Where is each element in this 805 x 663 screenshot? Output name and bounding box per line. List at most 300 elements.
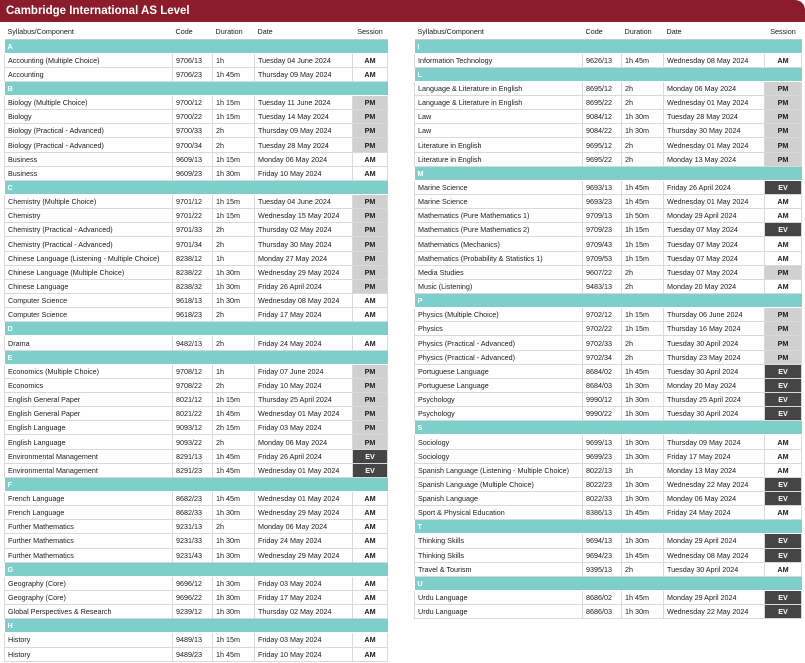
session-cell: EV [765, 407, 802, 421]
section-letter: U [415, 576, 802, 590]
duration-cell: 1h 45m [622, 590, 664, 604]
session-cell: EV [765, 534, 802, 548]
date-cell: Thursday 25 April 2024 [255, 393, 353, 407]
code-cell: 9231/33 [173, 534, 213, 548]
table-row [5, 110, 388, 124]
date-cell: Monday 29 April 2024 [664, 209, 765, 223]
duration-cell: 1h 30m [213, 548, 255, 562]
table-row [415, 81, 802, 95]
code-cell: 8695/12 [583, 81, 622, 95]
duration-cell: 1h 30m [213, 506, 255, 520]
table-row [415, 548, 802, 562]
syllabus-cell: Literature in English [415, 138, 583, 152]
code-cell: 9708/12 [173, 364, 213, 378]
duration-cell: 1h 30m [213, 265, 255, 279]
session-cell: PM [353, 435, 388, 449]
code-cell: 9084/12 [583, 110, 622, 124]
syllabus-cell: Geography (Core) [5, 590, 173, 604]
syllabus-cell: Geography (Core) [5, 576, 173, 590]
session-cell: AM [353, 548, 388, 562]
date-cell: Wednesday 29 May 2024 [255, 506, 353, 520]
duration-cell: 1h 45m [213, 407, 255, 421]
table-row [5, 53, 388, 67]
duration-cell: 1h 45m [213, 463, 255, 477]
section-letter: F [5, 477, 388, 491]
session-cell: PM [765, 138, 802, 152]
session-cell: AM [765, 209, 802, 223]
date-cell: Tuesday 30 April 2024 [664, 336, 765, 350]
syllabus-cell: Chinese Language (Multiple Choice) [5, 265, 173, 279]
syllabus-cell: Sociology [415, 449, 583, 463]
code-cell: 9701/12 [173, 195, 213, 209]
table-row [415, 279, 802, 293]
code-cell: 9693/13 [583, 180, 622, 194]
code-cell: 8238/12 [173, 251, 213, 265]
table-row [5, 237, 388, 251]
syllabus-cell: Accounting [5, 67, 173, 81]
code-cell: 9093/12 [173, 421, 213, 435]
table-row [5, 279, 388, 293]
header-row [5, 24, 388, 39]
syllabus-cell: Mathematics (Probability & Statistics 1) [415, 251, 583, 265]
section-header [5, 81, 388, 95]
session-cell: PM [353, 209, 388, 223]
syllabus-cell: Chemistry (Practical - Advanced) [5, 223, 173, 237]
syllabus-cell: Mathematics (Pure Mathematics 2) [415, 223, 583, 237]
duration-cell: 1h 45m [622, 506, 664, 520]
date-cell: Thursday 23 May 2024 [664, 350, 765, 364]
duration-cell: 1h 30m [213, 590, 255, 604]
syllabus-cell: Thinking Skills [415, 534, 583, 548]
duration-cell: 2h [213, 124, 255, 138]
syllabus-cell: French Language [5, 506, 173, 520]
date-cell: Friday 10 May 2024 [255, 378, 353, 392]
duration-cell: 1h 30m [213, 534, 255, 548]
syllabus-cell: Business [5, 152, 173, 166]
syllabus-cell: English General Paper [5, 407, 173, 421]
session-cell: PM [353, 279, 388, 293]
header-syllabus: Syllabus/Component [415, 24, 583, 39]
session-cell: PM [765, 96, 802, 110]
syllabus-cell: Media Studies [415, 265, 583, 279]
section-header [415, 421, 802, 435]
section-header [5, 39, 388, 53]
table-row [415, 322, 802, 336]
duration-cell: 2h [213, 435, 255, 449]
session-cell: PM [765, 81, 802, 95]
session-cell: PM [353, 393, 388, 407]
duration-cell: 1h 30m [622, 605, 664, 619]
syllabus-cell: Sociology [415, 435, 583, 449]
section-letter: B [5, 81, 388, 95]
session-cell: EV [765, 477, 802, 491]
session-cell: PM [353, 96, 388, 110]
duration-cell: 1h 15m [213, 152, 255, 166]
date-cell: Monday 27 May 2024 [255, 251, 353, 265]
section-letter: C [5, 180, 388, 194]
syllabus-cell: Chinese Language (Listening - Multiple Choice) [5, 251, 173, 265]
session-cell: AM [765, 53, 802, 67]
date-cell: Monday 06 May 2024 [255, 152, 353, 166]
session-cell: PM [353, 378, 388, 392]
table-row [5, 294, 388, 308]
duration-cell: 1h 45m [213, 449, 255, 463]
session-cell: AM [353, 534, 388, 548]
code-cell: 9709/43 [583, 237, 622, 251]
table-row [415, 265, 802, 279]
date-cell: Tuesday 07 May 2024 [664, 237, 765, 251]
duration-cell: 2h 15m [213, 421, 255, 435]
session-cell: PM [353, 124, 388, 138]
code-cell: 9709/53 [583, 251, 622, 265]
duration-cell: 1h 45m [622, 548, 664, 562]
duration-cell: 1h 45m [213, 647, 255, 661]
code-cell: 9489/23 [173, 647, 213, 661]
table-row [5, 506, 388, 520]
section-header [5, 322, 388, 336]
table-row [5, 647, 388, 661]
date-cell: Tuesday 07 May 2024 [664, 265, 765, 279]
date-cell: Friday 17 May 2024 [664, 449, 765, 463]
code-cell: 9482/13 [173, 336, 213, 350]
session-cell: PM [353, 223, 388, 237]
session-cell: AM [353, 294, 388, 308]
section-header [5, 477, 388, 491]
table-row [5, 67, 388, 81]
code-cell: 9990/22 [583, 407, 622, 421]
section-letter: S [415, 421, 802, 435]
code-cell: 9696/22 [173, 590, 213, 604]
date-cell: Monday 06 May 2024 [664, 492, 765, 506]
syllabus-cell: English General Paper [5, 393, 173, 407]
session-cell: AM [353, 520, 388, 534]
table-row [415, 350, 802, 364]
table-row [5, 195, 388, 209]
syllabus-cell: Spanish Language [415, 492, 583, 506]
code-cell: 8238/22 [173, 265, 213, 279]
date-cell: Thursday 09 May 2024 [255, 67, 353, 81]
code-cell: 9702/22 [583, 322, 622, 336]
syllabus-cell: Spanish Language (Listening - Multiple Choice) [415, 463, 583, 477]
code-cell: 8684/03 [583, 378, 622, 392]
syllabus-cell: Further Mathematics [5, 534, 173, 548]
code-cell: 8291/23 [173, 463, 213, 477]
syllabus-cell: Portuguese Language [415, 378, 583, 392]
session-cell: PM [353, 407, 388, 421]
table-row [415, 534, 802, 548]
date-cell: Monday 20 May 2024 [664, 378, 765, 392]
syllabus-cell: Economics [5, 378, 173, 392]
duration-cell: 1h 30m [213, 605, 255, 619]
session-cell: AM [353, 605, 388, 619]
date-cell: Tuesday 30 April 2024 [664, 562, 765, 576]
table-row [5, 265, 388, 279]
date-cell: Tuesday 04 June 2024 [255, 195, 353, 209]
header-date: Date [664, 24, 765, 39]
table-row [415, 308, 802, 322]
date-cell: Monday 13 May 2024 [664, 152, 765, 166]
syllabus-cell: Sport & Physical Education [415, 506, 583, 520]
code-cell: 9489/13 [173, 633, 213, 647]
duration-cell: 1h 30m [622, 534, 664, 548]
syllabus-cell: Psychology [415, 393, 583, 407]
syllabus-cell: Psychology [415, 407, 583, 421]
session-cell: AM [353, 506, 388, 520]
code-cell: 9694/23 [583, 548, 622, 562]
code-cell: 8022/23 [583, 477, 622, 491]
syllabus-cell: Accounting (Multiple Choice) [5, 53, 173, 67]
duration-cell: 1h 30m [213, 279, 255, 293]
date-cell: Wednesday 01 May 2024 [255, 463, 353, 477]
page-title: Cambridge International AS Level [0, 0, 805, 22]
duration-cell: 1h 15m [213, 209, 255, 223]
session-cell: PM [353, 364, 388, 378]
code-cell: 9084/22 [583, 124, 622, 138]
table-row [415, 364, 802, 378]
date-cell: Friday 26 April 2024 [255, 279, 353, 293]
code-cell: 9702/34 [583, 350, 622, 364]
table-row [5, 407, 388, 421]
date-cell: Monday 06 May 2024 [664, 81, 765, 95]
session-cell: AM [765, 251, 802, 265]
duration-cell: 1h 30m [622, 110, 664, 124]
duration-cell: 1h [213, 251, 255, 265]
duration-cell: 1h 15m [622, 237, 664, 251]
session-cell: AM [765, 463, 802, 477]
table-row [415, 53, 802, 67]
syllabus-cell: Biology (Practical - Advanced) [5, 138, 173, 152]
date-cell: Friday 26 April 2024 [255, 449, 353, 463]
session-cell: EV [353, 449, 388, 463]
table-row [415, 180, 802, 194]
table-row [415, 590, 802, 604]
syllabus-cell: Environmental Management [5, 449, 173, 463]
session-cell: AM [765, 279, 802, 293]
table-row [415, 605, 802, 619]
syllabus-cell: Computer Science [5, 308, 173, 322]
session-cell: EV [765, 364, 802, 378]
section-letter: H [5, 619, 388, 633]
header-duration: Duration [213, 24, 255, 39]
date-cell: Tuesday 07 May 2024 [664, 251, 765, 265]
timetable-right [414, 24, 802, 619]
session-cell: EV [765, 223, 802, 237]
code-cell: 9696/12 [173, 576, 213, 590]
date-cell: Thursday 30 May 2024 [255, 237, 353, 251]
session-cell: AM [765, 449, 802, 463]
date-cell: Wednesday 01 May 2024 [664, 138, 765, 152]
date-cell: Friday 26 April 2024 [664, 180, 765, 194]
syllabus-cell: Marine Science [415, 180, 583, 194]
code-cell: 9395/13 [583, 562, 622, 576]
code-cell: 8684/02 [583, 364, 622, 378]
syllabus-cell: Chemistry (Practical - Advanced) [5, 237, 173, 251]
date-cell: Thursday 06 June 2024 [664, 308, 765, 322]
date-cell: Wednesday 08 May 2024 [255, 294, 353, 308]
code-cell: 8238/32 [173, 279, 213, 293]
syllabus-cell: Chemistry (Multiple Choice) [5, 195, 173, 209]
session-cell: AM [353, 492, 388, 506]
session-cell: PM [353, 110, 388, 124]
section-letter: I [415, 39, 802, 53]
code-cell: 9701/34 [173, 237, 213, 251]
syllabus-cell: Physics (Multiple Choice) [415, 308, 583, 322]
syllabus-cell: Law [415, 110, 583, 124]
table-row [5, 534, 388, 548]
duration-cell: 1h 45m [622, 195, 664, 209]
syllabus-cell: Drama [5, 336, 173, 350]
section-header [415, 67, 802, 81]
section-header [415, 294, 802, 308]
syllabus-cell: French Language [5, 492, 173, 506]
date-cell: Tuesday 30 April 2024 [664, 364, 765, 378]
session-cell: EV [765, 492, 802, 506]
date-cell: Friday 03 May 2024 [255, 576, 353, 590]
duration-cell: 1h 45m [213, 67, 255, 81]
syllabus-cell: Biology (Practical - Advanced) [5, 124, 173, 138]
duration-cell: 1h 50m [622, 209, 664, 223]
syllabus-cell: Travel & Tourism [415, 562, 583, 576]
session-cell: AM [353, 336, 388, 350]
duration-cell: 1h 15m [213, 393, 255, 407]
date-cell: Friday 17 May 2024 [255, 308, 353, 322]
section-header [415, 520, 802, 534]
code-cell: 9693/23 [583, 195, 622, 209]
session-cell: PM [765, 308, 802, 322]
syllabus-cell: Marine Science [415, 195, 583, 209]
code-cell: 9695/22 [583, 152, 622, 166]
session-cell: PM [353, 237, 388, 251]
date-cell: Friday 24 May 2024 [664, 506, 765, 520]
date-cell: Friday 10 May 2024 [255, 166, 353, 180]
date-cell: Friday 24 May 2024 [255, 534, 353, 548]
date-cell: Friday 03 May 2024 [255, 633, 353, 647]
date-cell: Tuesday 04 June 2024 [255, 53, 353, 67]
session-cell: PM [353, 138, 388, 152]
date-cell: Thursday 02 May 2024 [255, 605, 353, 619]
duration-cell: 1h 30m [622, 492, 664, 506]
code-cell: 8022/33 [583, 492, 622, 506]
table-row [5, 605, 388, 619]
section-header [5, 180, 388, 194]
table-row [5, 590, 388, 604]
duration-cell: 1h 30m [622, 378, 664, 392]
timetable-left-column [4, 24, 387, 662]
syllabus-cell: Mathematics (Pure Mathematics 1) [415, 209, 583, 223]
section-letter: L [415, 67, 802, 81]
duration-cell: 1h 45m [622, 364, 664, 378]
session-cell: PM [765, 124, 802, 138]
date-cell: Monday 29 April 2024 [664, 590, 765, 604]
date-cell: Wednesday 01 May 2024 [664, 96, 765, 110]
duration-cell: 1h 30m [622, 435, 664, 449]
duration-cell: 1h 45m [622, 180, 664, 194]
duration-cell: 2h [622, 138, 664, 152]
code-cell: 9231/13 [173, 520, 213, 534]
duration-cell: 1h 30m [622, 124, 664, 138]
date-cell: Wednesday 29 May 2024 [255, 265, 353, 279]
header-date: Date [255, 24, 353, 39]
date-cell: Monday 06 May 2024 [255, 435, 353, 449]
code-cell: 9709/13 [583, 209, 622, 223]
table-row [415, 237, 802, 251]
syllabus-cell: Further Mathematics [5, 548, 173, 562]
session-cell: EV [353, 463, 388, 477]
table-row [415, 124, 802, 138]
date-cell: Tuesday 28 May 2024 [255, 138, 353, 152]
table-row [5, 308, 388, 322]
timetable-right-column [414, 24, 801, 619]
table-row [5, 336, 388, 350]
syllabus-cell: Environmental Management [5, 463, 173, 477]
date-cell: Thursday 09 May 2024 [664, 435, 765, 449]
code-cell: 8682/33 [173, 506, 213, 520]
timetable-left-body [5, 39, 388, 661]
duration-cell: 2h [622, 279, 664, 293]
section-letter: G [5, 562, 388, 576]
duration-cell: 1h 30m [213, 294, 255, 308]
session-cell: PM [353, 251, 388, 265]
date-cell: Wednesday 08 May 2024 [664, 53, 765, 67]
code-cell: 9702/33 [583, 336, 622, 350]
code-cell: 9700/34 [173, 138, 213, 152]
code-cell: 8021/12 [173, 393, 213, 407]
session-cell: EV [765, 548, 802, 562]
code-cell: 9607/22 [583, 265, 622, 279]
code-cell: 9706/13 [173, 53, 213, 67]
date-cell: Thursday 30 May 2024 [664, 124, 765, 138]
table-row [5, 138, 388, 152]
date-cell: Wednesday 15 May 2024 [255, 209, 353, 223]
code-cell: 8686/02 [583, 590, 622, 604]
session-cell: AM [353, 53, 388, 67]
table-row [5, 378, 388, 392]
date-cell: Wednesday 29 May 2024 [255, 548, 353, 562]
code-cell: 9694/13 [583, 534, 622, 548]
section-header [5, 562, 388, 576]
duration-cell: 2h [213, 223, 255, 237]
date-cell: Monday 06 May 2024 [255, 520, 353, 534]
date-cell: Tuesday 14 May 2024 [255, 110, 353, 124]
code-cell: 9990/12 [583, 393, 622, 407]
duration-cell: 2h [622, 350, 664, 364]
table-row [415, 110, 802, 124]
table-row [415, 336, 802, 350]
code-cell: 9700/22 [173, 110, 213, 124]
table-row [415, 378, 802, 392]
date-cell: Wednesday 22 May 2024 [664, 477, 765, 491]
session-cell: AM [765, 195, 802, 209]
duration-cell: 1h 15m [622, 322, 664, 336]
code-cell: 9708/22 [173, 378, 213, 392]
syllabus-cell: English Language [5, 421, 173, 435]
header-session: Session [765, 24, 802, 39]
code-cell: 9626/13 [583, 53, 622, 67]
table-row [5, 576, 388, 590]
table-row [415, 251, 802, 265]
table-row [5, 96, 388, 110]
duration-cell: 2h [622, 152, 664, 166]
code-cell: 8022/13 [583, 463, 622, 477]
session-cell: EV [765, 180, 802, 194]
session-cell: AM [353, 647, 388, 661]
header-code: Code [173, 24, 213, 39]
table-row [415, 435, 802, 449]
code-cell: 9700/33 [173, 124, 213, 138]
syllabus-cell: Computer Science [5, 294, 173, 308]
code-cell: 9706/23 [173, 67, 213, 81]
duration-cell: 1h 30m [622, 449, 664, 463]
